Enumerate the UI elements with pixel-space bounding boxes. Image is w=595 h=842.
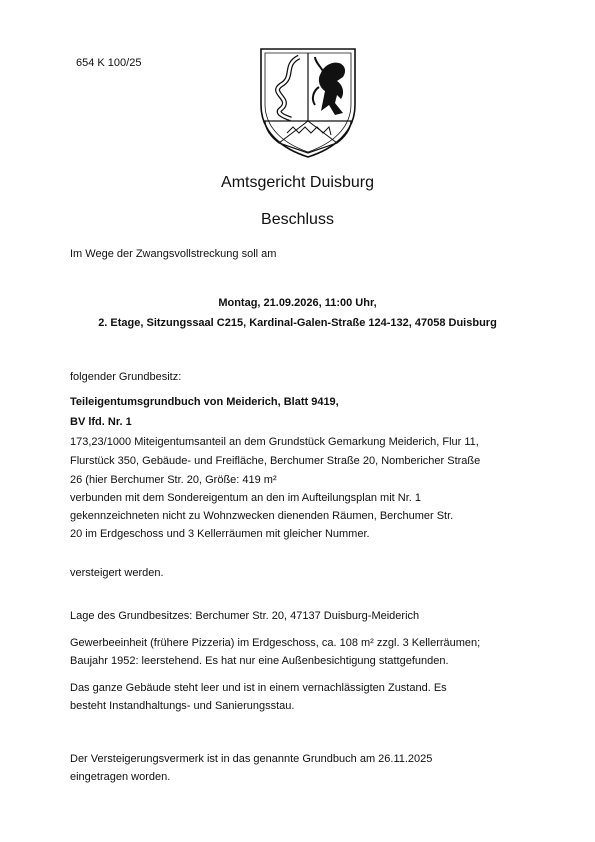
file-number: 654 K 100/25	[76, 57, 142, 69]
auction-phrase: versteigert werden.	[70, 567, 164, 579]
register-line: Flurstück 350, Gebäude- und Freifläche, Berchumer Straße 20, Nombericher Straße	[70, 455, 481, 467]
description-line: Gewerbeeinheit (frühere Pizzeria) im Erdgeschoss, ca. 108 m² zzgl. 3 Kellerräumen;	[70, 637, 481, 649]
appointment-datetime: Montag, 21.09.2026, 11:00 Uhr,	[218, 297, 377, 309]
coat-of-arms-emblem	[259, 47, 357, 159]
appointment-location: 2. Etage, Sitzungssaal C215, Kardinal-Galen-Straße 124-132, 47058 Duisburg	[98, 317, 497, 329]
intro-text: Im Wege der Zwangsvollstreckung soll am	[70, 248, 277, 260]
property-location: Lage des Grundbesitzes: Berchumer Str. 20, 47137 Duisburg-Meiderich	[70, 610, 420, 622]
register-line: gekennzeichneten nicht zu Wohnzwecken dienenden Räumen, Berchumer Str.	[70, 510, 454, 522]
register-bv: BV lfd. Nr. 1	[70, 416, 132, 428]
description-line: Baujahr 1952: leerstehend. Es hat nur eine Außenbesichtigung stattgefunden.	[70, 655, 449, 667]
court-name: Amtsgericht Duisburg	[221, 174, 374, 191]
register-line: 173,23/1000 Miteigentumsanteil an dem Grundstück Gemarkung Meiderich, Flur 11,	[70, 436, 479, 448]
register-line: verbunden mit dem Sondereigentum an den im Aufteilungsplan mit Nr. 1	[70, 492, 421, 504]
condition-line: Das ganze Gebäude steht leer und ist in einem vernachlässigten Zustand. Es	[70, 682, 447, 694]
condition-line: besteht Instandhaltungs- und Sanierungsstau.	[70, 700, 295, 712]
property-label: folgender Grundbesitz:	[70, 371, 182, 383]
document-title: Beschluss	[261, 211, 334, 228]
register-line: 26 (hier Berchumer Str. 20, Größe: 419 m²	[70, 474, 277, 486]
registration-note-line: eingetragen worden.	[70, 771, 171, 783]
register-line: 20 im Erdgeschoss und 3 Kellerräumen mit gleicher Nummer.	[70, 528, 370, 540]
registration-note-line: Der Versteigerungsvermerk ist in das genannte Grundbuch am 26.11.2025	[70, 753, 433, 765]
register-title: Teileigentumsgrundbuch von Meiderich, Blatt 9419,	[70, 396, 339, 408]
